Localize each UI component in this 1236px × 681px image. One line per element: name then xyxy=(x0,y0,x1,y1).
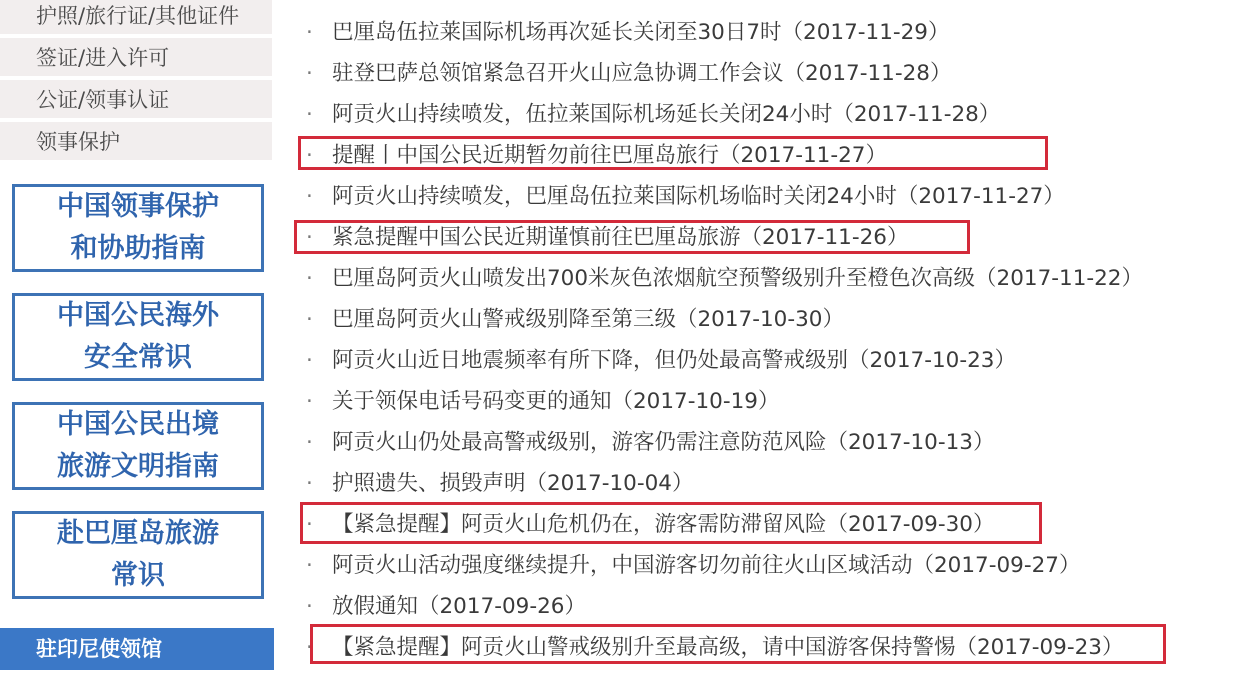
news-link[interactable]: 提醒丨中国公民近期暂勿前往巴厘岛旅行（2017-11-27） xyxy=(332,143,887,168)
news-link[interactable]: 护照遗失、损毁声明（2017-10-04） xyxy=(332,471,694,496)
news-item[interactable] xyxy=(306,423,994,463)
bullet-icon: · xyxy=(306,307,313,332)
news-link[interactable]: 阿贡火山活动强度继续提升，中国游客切勿前往火山区域活动（2017-09-27） xyxy=(332,553,1081,578)
bullet-icon: · xyxy=(306,471,313,496)
news-link[interactable]: 巴厘岛伍拉莱国际机场再次延长关闭至30日7时（2017-11-29） xyxy=(332,20,950,45)
news-item[interactable] xyxy=(306,13,950,53)
news-link[interactable]: 驻登巴萨总领馆紧急召开火山应急协调工作会议（2017-11-28） xyxy=(332,61,952,86)
sidebar-item-notary[interactable]: 公证/领事认证 xyxy=(0,80,272,120)
sidebar-item-embassy[interactable]: 驻印尼使领馆 xyxy=(0,628,274,670)
news-item[interactable] xyxy=(306,464,693,504)
bullet-icon: · xyxy=(306,635,313,660)
guide-line-1: 中国领事保护 xyxy=(57,191,219,222)
news-link[interactable]: 巴厘岛阿贡火山警戒级别降至第三级（2017-10-30） xyxy=(332,307,844,332)
news-item[interactable] xyxy=(306,259,1143,299)
bullet-icon: · xyxy=(306,553,313,578)
guide-overseas-safety-link[interactable] xyxy=(12,293,264,381)
news-item[interactable] xyxy=(306,95,1000,135)
news-link[interactable]: 阿贡火山仍处最高警戒级别，游客仍需注意防范风险（2017-10-13） xyxy=(332,430,995,455)
news-link[interactable]: 阿贡火山持续喷发，伍拉莱国际机场延长关闭24小时（2017-11-28） xyxy=(332,102,1001,127)
guide-line-2: 旅游文明指南 xyxy=(57,451,219,482)
bullet-icon: · xyxy=(306,266,313,291)
news-link[interactable]: 紧急提醒中国公民近期谨慎前往巴厘岛旅游（2017-11-26） xyxy=(332,225,909,250)
bullet-icon: · xyxy=(306,61,313,86)
guide-line-1: 中国公民海外 xyxy=(57,300,219,331)
news-item[interactable] xyxy=(306,54,951,94)
news-link[interactable]: 【紧急提醒】阿贡火山警戒级别升至最高级，请中国游客保持警惕（2017-09-23） xyxy=(332,635,1124,660)
bullet-icon: · xyxy=(306,143,313,168)
bullet-icon: · xyxy=(306,20,313,45)
guide-bali-travel-link[interactable] xyxy=(12,511,264,599)
news-link[interactable]: 放假通知（2017-09-26） xyxy=(332,594,586,619)
news-item[interactable] xyxy=(306,136,887,176)
news-link[interactable]: 阿贡火山近日地震频率有所下降，但仍处最高警戒级别（2017-10-23） xyxy=(332,348,1016,373)
guide-consular-protection-link[interactable] xyxy=(12,184,264,272)
sidebar-item-passport[interactable]: 护照/旅行证/其他证件 xyxy=(0,0,272,36)
news-link[interactable]: 阿贡火山持续喷发，巴厘岛伍拉莱国际机场临时关闭24小时（2017-11-27） xyxy=(332,184,1065,209)
news-link[interactable]: 关于领保电话号码变更的通知（2017-10-19） xyxy=(332,389,780,414)
bullet-icon: · xyxy=(306,430,313,455)
bullet-icon: · xyxy=(306,389,313,414)
bullet-icon: · xyxy=(306,184,313,209)
guide-line-2: 和协助指南 xyxy=(70,233,206,264)
sidebar-item-visa[interactable]: 签证/进入许可 xyxy=(0,38,272,78)
news-list xyxy=(306,0,1226,681)
news-link[interactable]: 【紧急提醒】阿贡火山危机仍在，游客需防滞留风险（2017-09-30） xyxy=(332,512,995,537)
guide-line-1: 赴巴厘岛旅游 xyxy=(57,518,219,549)
guide-civilized-travel-link[interactable] xyxy=(12,402,264,490)
news-item[interactable] xyxy=(306,177,1065,217)
news-item[interactable] xyxy=(306,218,908,258)
news-item[interactable] xyxy=(306,505,994,545)
news-item[interactable] xyxy=(306,628,1123,668)
news-item[interactable] xyxy=(306,546,1080,586)
guide-line-1: 中国公民出境 xyxy=(57,409,219,440)
news-item[interactable] xyxy=(306,587,586,627)
guide-line-2: 安全常识 xyxy=(84,342,192,373)
guide-line-2: 常识 xyxy=(111,560,165,591)
news-item[interactable] xyxy=(306,300,844,340)
bullet-icon: · xyxy=(306,594,313,619)
sidebar xyxy=(0,0,276,681)
sidebar-item-consular-protection[interactable]: 领事保护 xyxy=(0,122,272,162)
bullet-icon: · xyxy=(306,225,313,250)
bullet-icon: · xyxy=(306,512,313,537)
bullet-icon: · xyxy=(306,348,313,373)
bullet-icon: · xyxy=(306,102,313,127)
news-item[interactable] xyxy=(306,341,1016,381)
news-link[interactable]: 巴厘岛阿贡火山喷发出700米灰色浓烟航空预警级别升至橙色次高级（2017-11-22） xyxy=(332,266,1143,291)
news-item[interactable] xyxy=(306,382,779,422)
